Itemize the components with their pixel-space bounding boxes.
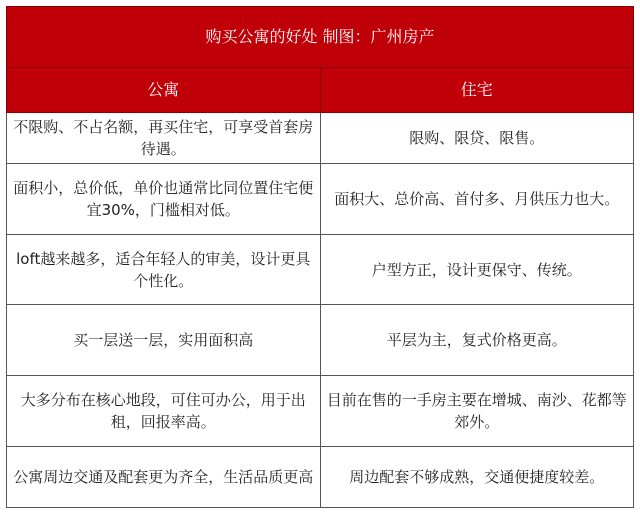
apartment-cell: 大多分布在核心地段，可住可办公，用于出租，回报率高。	[7, 376, 321, 447]
residence-cell: 限购、限贷、限售。	[320, 113, 634, 164]
comparison-table	[6, 6, 634, 508]
table-row	[7, 447, 634, 508]
apartment-cell: 买一层送一层，实用面积高	[7, 305, 321, 376]
residence-cell: 周边配套不够成熟，交通便捷度较差。	[320, 447, 634, 508]
apartment-cell: 公寓周边交通及配套更为齐全，生活品质更高	[7, 447, 321, 508]
residence-cell: 面积大、总价高、首付多、月供压力也大。	[320, 164, 634, 235]
table-row	[7, 305, 634, 376]
apartment-cell: 面积小，总价低，单价也通常比同位置住宅便宜30%，门槛相对低。	[7, 164, 321, 235]
table-title: 购买公寓的好处 制图：广州房产	[7, 7, 634, 68]
apartment-cell: 不限购、不占名额，再买住宅，可享受首套房待遇。	[7, 113, 321, 164]
column-header-residence: 住宅	[320, 68, 634, 113]
residence-cell: 平层为主，复式价格更高。	[320, 305, 634, 376]
table-row	[7, 113, 634, 164]
residence-cell: 户型方正，设计更保守、传统。	[320, 235, 634, 305]
table-row	[7, 376, 634, 447]
residence-cell: 目前在售的一手房主要在增城、南沙、花都等郊外。	[320, 376, 634, 447]
table-row	[7, 164, 634, 235]
table-row	[7, 235, 634, 305]
column-header-apartment: 公寓	[7, 68, 321, 113]
apartment-cell: loft越来越多，适合年轻人的审美，设计更具个性化。	[7, 235, 321, 305]
